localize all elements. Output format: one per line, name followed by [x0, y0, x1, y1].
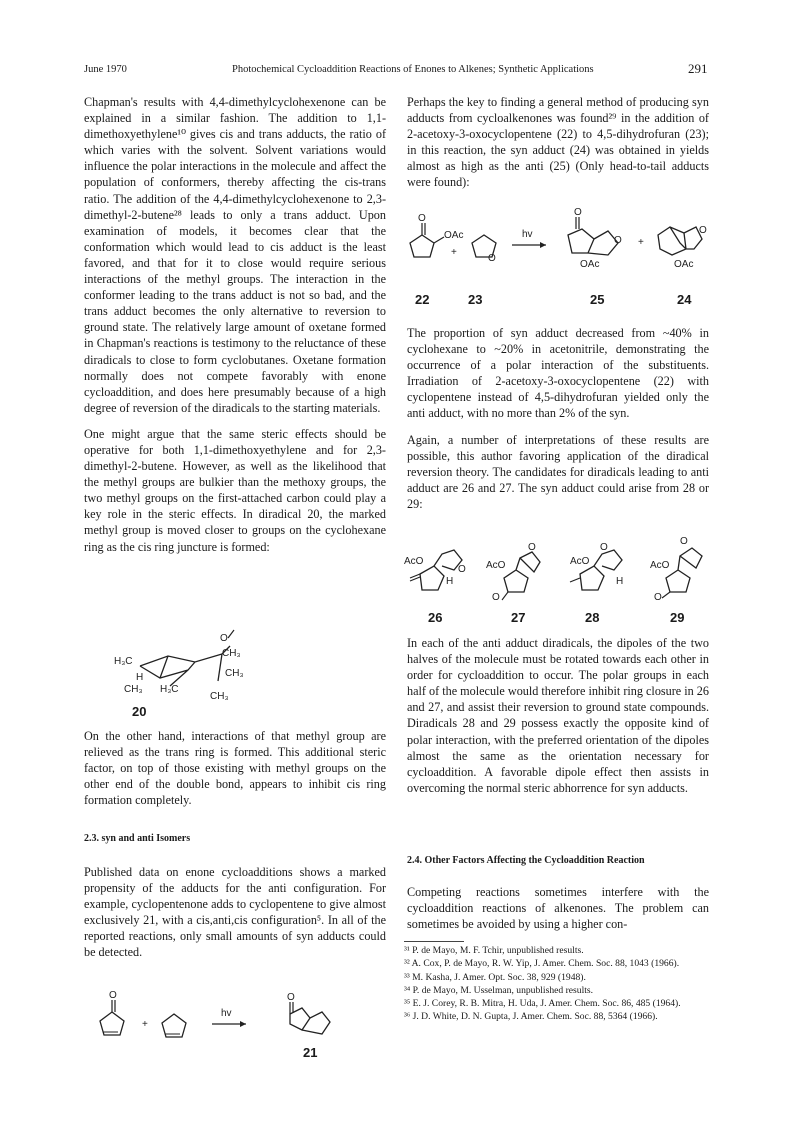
diradicals-figure — [404, 538, 714, 608]
running-title: Photochemical Cycloaddition Reactions of Enones to Alkenes; Synthetic Applications — [232, 64, 594, 75]
reference-33: ³³ M. Kasha, J. Amer. Opt. Soc. 38, 929 (1948). — [404, 971, 586, 983]
right-paragraph-3: Again, a number of interpretations of these results are possible, this author favoring application of the diradical reversion theory. The candidates for diradicals leading to anti adduct are 26 and 27. The syn adduct could arise from 28 or 29: — [407, 432, 709, 511]
reference-35: ³⁵ E. J. Corey, R. B. Mitra, H. Uda, J. Amer. Chem. Soc. 86, 485 (1964). — [404, 998, 681, 1010]
running-date: June 1970 — [84, 64, 127, 75]
hv-label-a: hv — [522, 229, 533, 240]
right-column-bottom — [407, 884, 709, 932]
o-label-27b: O — [492, 592, 500, 603]
reaction-scheme-22-23 — [404, 207, 714, 293]
o-label-24a: O — [699, 225, 707, 236]
o-label-29: O — [680, 536, 688, 547]
o-label-29b: O — [654, 592, 662, 603]
h-label-26: H — [446, 576, 454, 587]
right-paragraph-5: Competing reactions sometimes interfere with the cycloaddition reactions of alkenones. The problem can sometimes be avoided by using a higher con- — [407, 885, 709, 932]
oac-label-25: OAc — [580, 259, 600, 270]
aco-label-28: AcO — [570, 556, 590, 567]
diradical-28 — [570, 542, 623, 590]
reference-34: ³⁴ P. de Mayo, M. Usselman, unpublished results. — [404, 984, 594, 996]
oac-label-22: OAc — [444, 230, 464, 241]
label-21: 21 — [303, 1045, 318, 1060]
ch3-label-low: CH₃ — [210, 691, 229, 702]
h-label: H — [136, 672, 144, 683]
hv-label-21: hv — [221, 1008, 232, 1019]
o-label-26: O — [458, 564, 466, 575]
label-22: 22 — [415, 292, 430, 307]
ch3-label-bottom: CH₃ — [124, 684, 143, 695]
label-29: 29 — [670, 610, 685, 625]
structure-20-figure — [110, 633, 270, 706]
right-paragraph-2: The proportion of syn adduct decreased from ~40% in cyclohexane to ~20% in acetonitrile, demonstrating the occurrence of a polar interaction of the substituents. Irradiation of 2-acetoxy-3-oxocyclopentene (22) with cyclopentene instead of 4,5-dihydrofuran yielded only the anti adduct, with no more than 2% of the syn. — [407, 326, 709, 421]
label-28: 28 — [585, 610, 600, 625]
o-label-23: O — [488, 253, 496, 264]
label-26: 26 — [428, 610, 443, 625]
section-heading-2-4: 2.4. Other Factors Affecting the Cycloaddition Reaction — [407, 855, 645, 866]
aco-label-27: AcO — [486, 560, 506, 571]
left-paragraph-2: One might argue that the same steric effects should be operative for both 1,1-dimethoxyethylene and for 2,3-dimethyl-2-butene. However, as well as the likelihood that the methyl groups are bulkier than the methoxy groups, the two methyl groups on the first-attached carbon could play a key role in the steric effects. In diradical 20, the marked methyl group is moved closer to groups on the cyclohexane ring as the cis ring juncture is formed: — [84, 426, 386, 554]
left-column — [84, 94, 386, 555]
right-paragraph-1: Perhaps the key to finding a general method of producing syn adducts from cycloalkenones was found²⁹ in the addition of 2-acetoxy-3-oxocyclopentene (22) to 4,5-dihydrofuran (23); in this reaction, the syn adduct (24) was obtained in yields almost as high as the anti (25) (Only head-to-tail adducts were found): — [407, 95, 709, 190]
label-20: 20 — [132, 704, 147, 719]
right-column-lower — [407, 635, 709, 796]
o-label-25b: O — [614, 235, 622, 246]
references-list — [404, 944, 709, 1024]
left-column-lower — [84, 728, 386, 808]
ch3-label-right: CH₃ — [225, 668, 244, 679]
diradical-27 — [486, 542, 540, 603]
o-label-27: O — [528, 542, 536, 553]
label-25: 25 — [590, 292, 605, 307]
page-number: 291 — [688, 61, 708, 76]
plus-sign-a: + — [451, 247, 457, 258]
o-label-28: O — [600, 542, 608, 553]
footnote-rule — [404, 941, 464, 942]
right-column-top — [407, 94, 709, 191]
plus-sign-21: + — [142, 1019, 148, 1030]
h3c-label: H₃C — [114, 656, 133, 667]
left-paragraph-4: Published data on enone cycloadditions shows a marked propensity of the adducts for the anti configuration. For example, cyclopentenone adds to cyclopentene to give almost exclusively 21, with a cis,anti,cis configuration⁵. In all of the reported reactions, only small amounts of syn adducts could be detected. — [84, 865, 386, 960]
aco-label-29: AcO — [650, 560, 670, 571]
reaction-scheme-21 — [84, 990, 384, 1054]
right-column-middle — [407, 325, 709, 512]
plus-sign-b: + — [638, 237, 644, 248]
label-27: 27 — [511, 610, 526, 625]
h-label-28: H — [616, 576, 624, 587]
o-label-21b: O — [287, 992, 295, 1003]
left-column-bottom — [84, 864, 386, 961]
diradical-26 — [404, 550, 466, 590]
aco-label-26: AcO — [404, 556, 424, 567]
left-paragraph-1: Chapman's results with 4,4-dimethylcyclohexenone can be explained in a similar fashion. The addition to 1,1-dimethoxyethylene¹⁰ gives cis and trans adducts, the ratio of which varies with the solvent. Solvent variations would influence the polar interactions in the molecule and affect the population of conformers, thereby affecting the cis-trans ratio. The addition of the 4,4-dimethylcyclohexenone to 2,3-dimethyl-2-butene²⁸ leads to only a trans adduct. Upon examination of models, it becomes clear that the conformation which would lead to cis adduct is the least favored, and that for it to close would require serious interactions of the methyl groups. The interaction in the conformer leading to the trans adduct is not so bad, and the trans adduct becomes the only alternative to reversion to ground state. The relatively large amount of oxetane formed in Chapman's reactions is testimony to the reluctance of these diradicals to close to form cyclobutanes. Oxetane formation normally does not compete favorably with enone cycloaddition, and does here presumably because of a high degree of reversion of the diradicals to the starting materials. — [84, 95, 386, 415]
diradical-29 — [650, 536, 702, 603]
o-label-21a: O — [109, 990, 117, 1001]
h3c-label-bottom: H₃C — [160, 684, 179, 695]
reference-32: ³² A. Cox, P. de Mayo, R. W. Yip, J. Amer. Chem. Soc. 88, 1043 (1966). — [404, 958, 680, 970]
label-23: 23 — [468, 292, 483, 307]
left-paragraph-3: On the other hand, interactions of that methyl group are relieved as the trans ring is formed. This additional steric factor, on top of those existing with methyl groups on the other end of the double bond, appears to inhibit cis ring formation completely. — [84, 729, 386, 808]
o-label: O — [220, 633, 228, 644]
oac-label-24: OAc — [674, 259, 694, 270]
right-paragraph-4: In each of the anti adduct diradicals, the dipoles of the two halves of the molecule must be rotated towards each other in order for cycloaddition to occur. The polar groups in each half of the molecule would therefore inhibit ring closure in 26 and 27, and assist their reversion to ground state compounds. Diradicals 28 and 29 possess exactly the opposite kind of polar interaction, with the preferred orientation of the dipoles almost the same as the orientation necessary for cycloaddition. A favorable dipole effect then assists in overcoming the normal steric abhorrence for syn adducts. — [407, 636, 709, 795]
o-label-22: O — [418, 213, 426, 224]
reference-31: ³¹ P. de Mayo, M. F. Tchir, unpublished results. — [404, 945, 584, 956]
reference-36: ³⁶ J. D. White, D. N. Gupta, J. Amer. Chem. Soc. 88, 5364 (1966). — [404, 1011, 658, 1023]
section-heading-2-3: 2.3. syn and anti Isomers — [84, 833, 191, 844]
ch3-label-top: CH₃ — [222, 648, 241, 659]
o-label-25a: O — [574, 207, 582, 218]
label-24: 24 — [677, 292, 692, 307]
